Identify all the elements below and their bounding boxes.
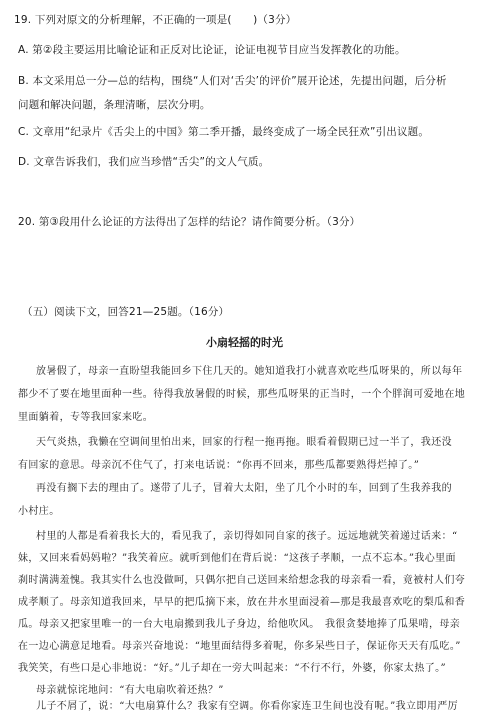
q20-stem: 20. 第③段用什么论证的方法得出了怎样的结论？请作简要分析。（3分） bbox=[18, 216, 361, 228]
passage-line: 放暑假了，母亲一直盼望我能回乡下住几天的。她知道我打小就喜欢吃些瓜呀果的，所以每年 bbox=[36, 366, 463, 377]
q19-option-d: D. 文章告诉我们，我们应当珍惜“舌尖”的文人气质。 bbox=[18, 156, 270, 168]
passage-line: 瓜。母亲又把家里唯一的一台大电扇搬到我儿子身边，给他吹风。 我很贪婪地捧了瓜果啃，母亲 bbox=[18, 619, 461, 630]
q19-option-b-line1: B. 本文采用总一分—总的结构，围绕“人们对‘舌尖’的评价”展开论述，先提出问题，后分析 bbox=[18, 75, 447, 87]
passage-title: 小扇轻摇的时光 bbox=[206, 336, 283, 349]
passage-line: 母亲就惊诧地问：“有大电扇吹着还热？” bbox=[36, 685, 224, 696]
section-header: （五）阅读下文，回答21—25题。（16分） bbox=[22, 306, 230, 318]
passage-line: 刹时满满羞愧。我其实什么也没做呵，只偶尔把自己送回来给想念我的母亲看一看，竟被村人们夸 bbox=[18, 575, 466, 586]
passage-line: 小村庄。 bbox=[18, 506, 60, 517]
passage-line: 妹，又回来看妈妈啦？”我笑着应。就听到他们在背后说：“这孩子孝顺，一点不忘本。”我心里面 bbox=[18, 553, 456, 564]
q19-option-a: A. 第②段主要运用比喻论证和正反对比论证，论证电视节目应当发挥教化的功能。 bbox=[18, 44, 406, 56]
q19-stem: 19. 下列对原文的分析理解，不正确的一项是( )（3分） bbox=[14, 14, 297, 26]
passage-line: 里面躺着，专等我回家来吃。 bbox=[18, 412, 154, 423]
passage-line: 天气炎热，我懒在空调间里怕出来，回家的行程一拖再拖。眼看着假期已过一半了，我还没 bbox=[36, 437, 452, 448]
passage-line: 再没有搁下去的理由了。遂带了儿子，冒着大太阳，坐了几个小时的车，回到了生我养我的 bbox=[36, 483, 452, 494]
passage-line: 成孝顺了。母亲知道我回来，早早的把瓜摘下来，放在井水里面浸着—那是我最喜欢吃的梨瓜和香 bbox=[18, 597, 466, 608]
q19-option-b-line2: 问题和解决问题，条理清晰，层次分明。 bbox=[18, 99, 211, 111]
passage-line: 村里的人都是看着我长大的，看见我了，亲切得如同自家的孩子。远远地就笑着递过话来：“ bbox=[36, 531, 458, 542]
passage-line: 都少不了要在地里面种一些。待得我放暑假的时候，那些瓜呀果的正当时，一个个胖润可爱地在地 bbox=[18, 389, 466, 400]
passage-line: 在一边心满意足地看。母亲兴奋地说：“地里面结得多着呢，你多呆些日子，保证你天天有瓜吃。” bbox=[18, 641, 461, 652]
q19-option-c: C. 文章用“纪录片《舌尖上的中国》第二季开播，最终变成了一场全民狂欢”引出议题。 bbox=[18, 126, 430, 138]
passage-line: 我笑笑，有些口是心非地说：“好。”儿子却在一旁大叫起来：“不行不行，外婆，你家太热了。” bbox=[18, 663, 447, 674]
passage-line: 有回家的意思。母亲沉不住气了，打来电话说：“你再不回来，那些瓜都要熟得烂掉了。” bbox=[18, 460, 420, 471]
passage-line: 儿子不屑了，说：“大电扇算什么？我家有空调。你看你家连卫生间也没有呢。”我立即用严厉 bbox=[36, 701, 459, 712]
